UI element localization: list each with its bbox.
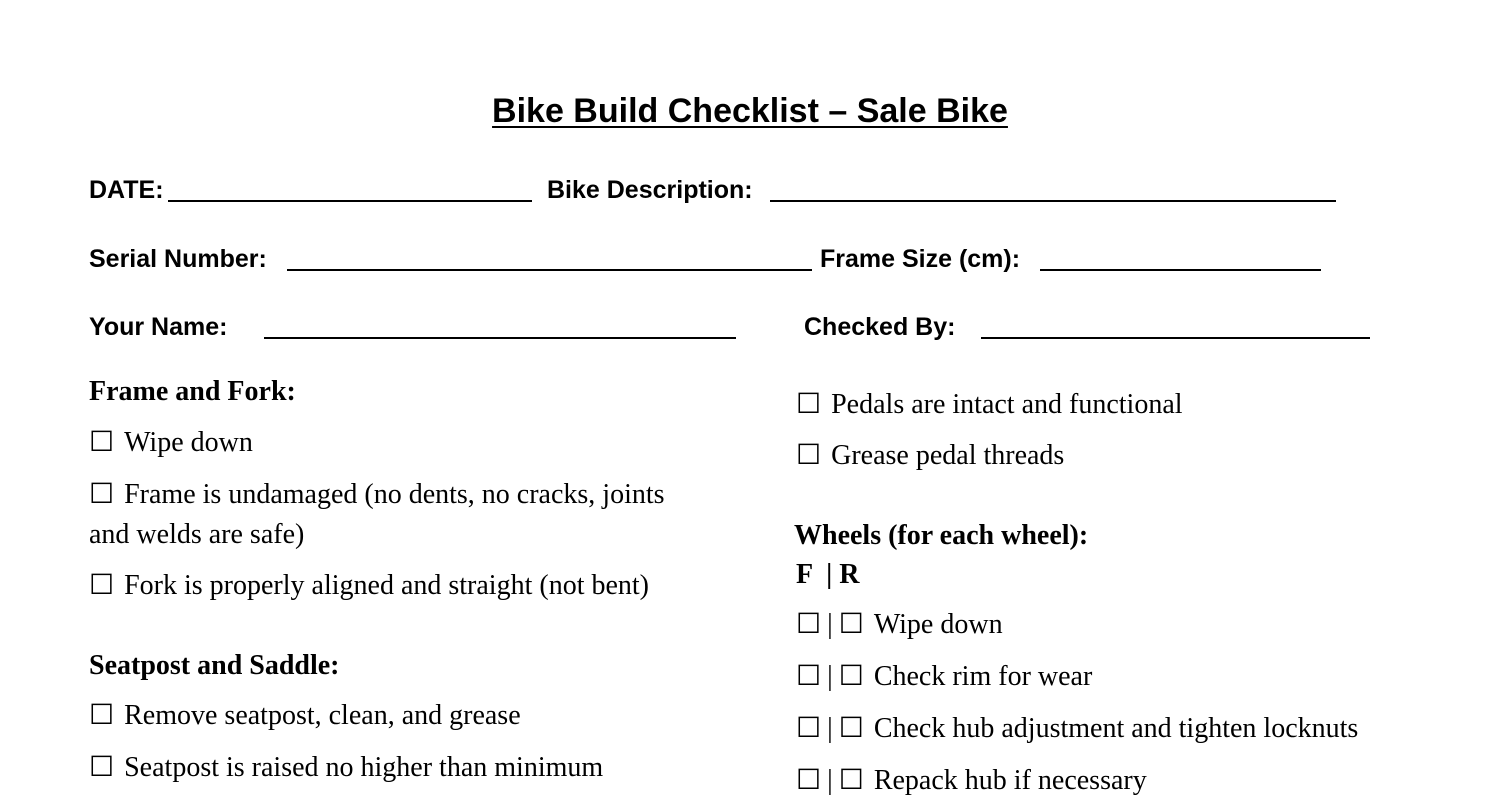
checkbox[interactable]: ☐ [796, 389, 822, 420]
list-item [89, 425, 253, 459]
list-item [89, 698, 521, 732]
page-title: Bike Build Checklist – Sale Bike [492, 92, 1008, 130]
item-label: Pedals are intact and functional [831, 389, 1183, 420]
frame-size-label: Frame Size (cm): [820, 245, 1021, 273]
date-field[interactable] [168, 200, 532, 202]
checkbox-rear[interactable]: ☐ [838, 713, 864, 744]
checkbox[interactable]: ☐ [89, 479, 115, 510]
checkbox-rear[interactable]: ☐ [838, 609, 864, 640]
list-item [796, 763, 1147, 797]
checked-by-field[interactable] [981, 337, 1370, 339]
item-label: Wipe down [873, 609, 1003, 640]
item-label: Wipe down [124, 427, 253, 458]
list-item [796, 711, 1358, 745]
list-item [89, 477, 665, 511]
list-item [796, 438, 1064, 472]
item-label: Repack hub if necessary [873, 765, 1147, 796]
checkbox-front[interactable]: ☐ [796, 661, 822, 692]
checked-by-label: Checked By: [804, 313, 956, 341]
frame-fork-heading: Frame and Fork: [89, 376, 296, 407]
seatpost-saddle-heading: Seatpost and Saddle: [89, 650, 340, 681]
list-item [89, 750, 603, 784]
checkbox[interactable]: ☐ [89, 570, 115, 601]
wheels-heading: Wheels (for each wheel): [794, 520, 1089, 551]
serial-number-label: Serial Number: [89, 245, 267, 273]
list-item [796, 607, 1003, 641]
your-name-field[interactable] [264, 337, 736, 339]
checkbox[interactable]: ☐ [89, 752, 115, 783]
date-label: DATE: [89, 176, 164, 204]
checkbox-front[interactable]: ☐ [796, 765, 822, 796]
frame-size-field[interactable] [1040, 269, 1321, 271]
separator: | [827, 661, 833, 692]
bike-description-field[interactable] [770, 200, 1336, 202]
item-label: Check hub adjustment and tighten locknuts [873, 713, 1359, 744]
item-label: Fork is properly aligned and straight (not bent) [124, 570, 649, 601]
item-label-continuation: and welds are safe) [89, 519, 305, 550]
checkbox[interactable]: ☐ [89, 700, 115, 731]
checkbox-front[interactable]: ☐ [796, 609, 822, 640]
separator: | [827, 713, 833, 744]
front-rear-label: F | R [796, 559, 860, 590]
serial-number-field[interactable] [287, 269, 812, 271]
item-label: Check rim for wear [873, 661, 1093, 692]
separator: | [827, 609, 833, 640]
item-label: Seatpost is raised no higher than minimum [124, 752, 604, 783]
checkbox-rear[interactable]: ☐ [838, 661, 864, 692]
checkbox[interactable]: ☐ [89, 427, 115, 458]
separator: | [827, 765, 833, 796]
checkbox-front[interactable]: ☐ [796, 713, 822, 744]
checkbox[interactable]: ☐ [796, 440, 822, 471]
bike-description-label: Bike Description: [547, 176, 753, 204]
item-label: Grease pedal threads [831, 440, 1065, 471]
list-item [796, 659, 1092, 693]
list-item [89, 568, 649, 602]
checkbox-rear[interactable]: ☐ [838, 765, 864, 796]
item-label: Frame is undamaged (no dents, no cracks, joints [124, 479, 665, 510]
item-label: Remove seatpost, clean, and grease [124, 700, 521, 731]
your-name-label: Your Name: [89, 313, 228, 341]
list-item [796, 387, 1183, 421]
